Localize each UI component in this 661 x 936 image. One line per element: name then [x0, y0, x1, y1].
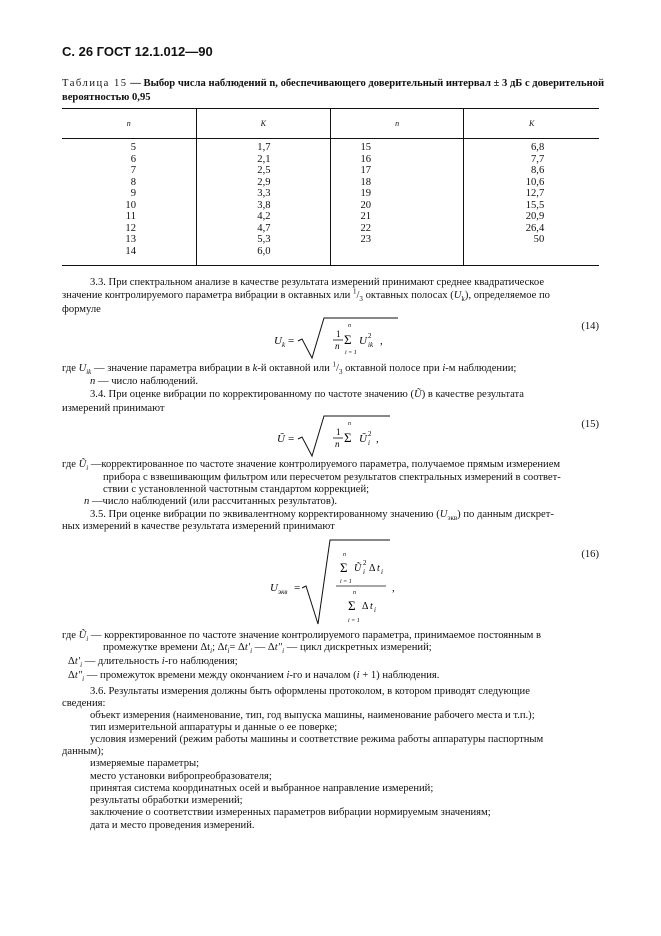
table-cell-n-left-6: 10 — [125, 199, 136, 211]
table-cell-k-left-10: 6,0 — [257, 245, 271, 257]
def14-text-2: — число наблюдений. — [97, 376, 199, 387]
svg-text:n: n — [335, 341, 340, 351]
table-cell-k-left-6: 3,8 — [257, 199, 271, 211]
table-caption-line2: вероятностью 0,95 — [62, 92, 151, 103]
svg-text:2: 2 — [368, 430, 372, 438]
table-cell-n-right-7: 21 — [360, 211, 372, 222]
table-cell-k-right-8: 26,4 — [525, 222, 545, 234]
svg-text:2: 2 — [368, 332, 372, 340]
p36-item-7: результаты обработки измерений; — [90, 795, 243, 806]
paragraph-3-4-line1: 3.4. При оценке вибрации по корректированному по частоте значению (Ũ) в качестве результата — [90, 389, 524, 400]
p36-item-5: место установки вибропреобразователя; — [90, 771, 272, 782]
col-header-k1: K — [196, 109, 331, 139]
col-header-n1: n — [62, 109, 196, 139]
table-cell-k-right-4: 10,6 — [525, 176, 545, 188]
table-cell-k-right-3: 8,6 — [531, 165, 545, 176]
p36-item-4: измеряемые параметры; — [90, 758, 200, 769]
def14-text-e: -м наблюдении; — [445, 363, 517, 374]
table-cell-n-right-2: 16 — [360, 153, 372, 165]
table-cell-k-left-7: 4,2 — [257, 211, 271, 222]
paragraph-3-5-line1: 3.5. При оценке вибрации по эквивалентному корректированному значению $(U_{экв})$ по данным дискрет- — [90, 509, 554, 523]
paragraph-3-3-line2: значение контролируемого параметра вибрации в октавных или $^1/_3$ октавных полосах $(U_k)$, определяемое по — [62, 287, 550, 304]
p36-item-8: заключение о соответствии измеренных параметров вибрации нормируемым значениям; — [90, 807, 491, 818]
svg-text:n: n — [335, 439, 340, 449]
p36-item-6: принятая система координатных осей и выбранное направление измерений; — [90, 783, 434, 794]
def-15-line2: прибора с взвешивающим фильтром или пересчетом результатов спектральных измерений в соответ- — [103, 472, 561, 483]
paragraph-3-5-line2: ных измерений в качестве результата измерений принимают — [62, 521, 335, 532]
table-cell-k-left-2: 2,1 — [257, 153, 271, 165]
table-cell-n-right-6: 20 — [360, 199, 372, 211]
svg-text:U: U — [270, 582, 278, 594]
table-cell-n-left-9: 13 — [125, 234, 136, 245]
def16-text-4: — промежуток времени между окончанием — [86, 670, 284, 681]
def-16-line1: где $Ũ_i$ — корректированное по частоте значение контролируемого параметра, принимаемое постоянным в — [62, 630, 541, 644]
svg-text:Ũ: Ũ — [277, 433, 285, 445]
svg-text:Ũ: Ũ — [354, 563, 362, 574]
table-cell-n-left-10: 14 — [125, 245, 136, 257]
table-cell-n-left-4: 8 — [130, 176, 136, 188]
svg-text:U: U — [359, 335, 367, 347]
equation-16-number: (16) — [581, 549, 599, 560]
table-cell-k-right-7: 20,9 — [525, 211, 545, 222]
def-15-line1: где $Ũ_i$ —корректированное по частоте значение контролируемого параметра, получаемое прямым измерением — [62, 459, 561, 473]
p36-item-1: объект измерения (наименование, тип, год выпуска машины, наименование рабочего места и т.п.); — [90, 710, 535, 721]
svg-text:Σ: Σ — [340, 560, 348, 575]
def16-text-1: — корректированное по частоте значение контролируемого параметра, принимаемое постоянным в — [90, 630, 541, 641]
table-cell-k-left-3: 2,5 — [257, 165, 271, 176]
svg-text:i = 1: i = 1 — [345, 350, 357, 356]
svg-text:=: = — [294, 582, 301, 594]
def16-text-2b: — цикл дискретных измерений; — [286, 642, 432, 653]
p33-text-c: ), определяемое по — [464, 290, 550, 301]
def-14-line1: где $U_{ik}$ — значение параметра вибрации в k-й октавной или $^1/_3$ октавной полосе при i-м наблюдении; — [62, 360, 517, 377]
svg-text:n: n — [343, 552, 346, 558]
col-n1 — [62, 139, 196, 266]
table-cell-n-left-7: 11 — [125, 211, 136, 222]
svg-text:Σ: Σ — [344, 430, 352, 445]
def14-where: где — [62, 363, 76, 374]
svg-text:i: i — [374, 606, 376, 614]
svg-text:n: n — [353, 590, 356, 596]
def14-text-d: октавной полосе при — [345, 363, 440, 374]
svg-text:i: i — [363, 568, 365, 576]
svg-text:1: 1 — [336, 427, 341, 437]
def-15-line3: ствии с установленной частотным стандартом коррекцией; — [103, 484, 370, 495]
p36-item-2: тип измерительной аппаратуры и данные о ее поверке; — [90, 722, 338, 733]
col-n2 — [331, 139, 464, 266]
table-15 — [62, 108, 599, 266]
svg-text:i = 1: i = 1 — [348, 618, 360, 624]
p34-text-a: 3.4. При оценке вибрации по корректированному по частоте значению ( — [90, 389, 415, 400]
equation-15 — [272, 412, 402, 458]
p36-item-9: дата и место проведения измерений. — [90, 820, 255, 831]
table-cell-n-right-1: 15 — [360, 142, 372, 153]
table-cell-n-left-3: 7 — [130, 165, 136, 176]
svg-text:=: = — [288, 433, 295, 445]
table-caption-text: — Выбор числа наблюдений n, обеспечивающего доверительный интервал ± 3 дБ с доверительной — [127, 78, 605, 89]
svg-text:k: k — [282, 341, 286, 349]
table-cell-n-left-8: 12 — [125, 222, 136, 234]
def16-text-4b: -го и началом ( — [289, 670, 357, 681]
svg-text:i: i — [381, 568, 383, 576]
def16-text-2: промежутке времени Δt — [103, 642, 211, 653]
svg-text:Ũ: Ũ — [359, 433, 367, 445]
equation-14 — [268, 314, 408, 360]
equation-14-number: (14) — [581, 321, 599, 332]
table-cell-k-left-1: 1,7 — [257, 142, 271, 153]
p34-text-b: ) в качестве результата — [421, 389, 524, 400]
p35-text-b: ) по данным дискрет- — [457, 509, 554, 520]
svg-text:ik: ik — [368, 341, 374, 349]
def15-text-1: —корректированное по частоте значение контролируемого параметра, получаемое прямым измерением — [90, 459, 561, 470]
paragraph-3-3-line3: формуле — [62, 304, 101, 315]
page-header: С. 26 ГОСТ 12.1.012—90 — [62, 44, 213, 59]
svg-text:Δ: Δ — [362, 601, 369, 612]
table-cell-n-left-5: 9 — [130, 188, 136, 199]
svg-text:1: 1 — [336, 329, 341, 339]
svg-text:Σ: Σ — [344, 332, 352, 347]
def-15-line4: n —число наблюдений (или рассчитанных результатов). — [84, 496, 338, 507]
def14-text-b: — значение параметра вибрации в — [93, 363, 250, 374]
table-cell-k-right-9: 50 — [533, 234, 545, 245]
svg-text:=: = — [288, 335, 295, 347]
svg-text:,: , — [380, 335, 383, 347]
table-cell-k-right-5: 12,7 — [525, 188, 545, 199]
table-cell-k-left-9: 5,3 — [257, 234, 271, 245]
table-cell-n-right-4: 18 — [360, 176, 372, 188]
table-caption-prefix: Таблица 15 — [62, 78, 128, 89]
svg-text:i = 1: i = 1 — [340, 579, 352, 585]
svg-text:n: n — [348, 421, 351, 427]
svg-text:,: , — [392, 582, 395, 594]
col-k1 — [196, 139, 331, 266]
def16-text-3b: -го наблюдения; — [164, 656, 238, 667]
p35-text-a: 3.5. При оценке вибрации по эквивалентному корректированному значению ( — [90, 509, 440, 520]
svg-text:Δ: Δ — [369, 563, 376, 574]
table-cell-k-left-4: 2,9 — [257, 176, 271, 188]
table-cell-n-right-8: 22 — [360, 222, 372, 234]
p36-item-3-cont: данным); — [62, 746, 104, 757]
def16-text-3: — длительность — [84, 656, 160, 667]
table-cell-k-right-1: 6,8 — [531, 142, 545, 153]
svg-text:2: 2 — [363, 559, 367, 567]
eq16-lhs-sub: экв — [278, 588, 288, 596]
table-cell-k-right-6: 15,5 — [525, 199, 545, 211]
svg-text:,: , — [376, 433, 379, 445]
col-header-n2: n — [331, 109, 464, 139]
paragraph-3-3-line1: 3.3. При спектральном анализе в качестве результата измерений принимают среднее квадратическое — [90, 277, 545, 288]
svg-text:U: U — [274, 335, 282, 347]
def14-text-c: -й октавной или — [257, 363, 330, 374]
def16-text-4c: ) наблюдения. — [376, 670, 440, 681]
equation-15-number: (15) — [581, 419, 599, 430]
col-header-k2: K — [464, 109, 599, 139]
table-caption — [62, 78, 604, 91]
paragraph-3-6-line1: 3.6. Результаты измерения должны быть оформлены протоколом, в котором приводят следующие — [90, 686, 530, 697]
p33-text-a: значение контролируемого параметра вибрации в октавных или — [62, 290, 351, 301]
svg-text:i: i — [368, 439, 370, 447]
col-k2 — [464, 139, 599, 266]
table-cell-n-right-5: 19 — [360, 188, 372, 199]
def-16-line4: $\Delta t''_i$ — промежуток времени между окончанием i-го и началом (i + 1) наблюдения. — [68, 670, 440, 684]
table-cell-n-left-2: 6 — [130, 153, 136, 165]
svg-text:t: t — [370, 601, 373, 612]
def15-text-4: —число наблюдений (или рассчитанных результатов). — [91, 496, 338, 507]
one-third: $^1/_3$ — [352, 287, 363, 304]
svg-text:t: t — [377, 563, 380, 574]
def-14-line2: n — число наблюдений. — [90, 376, 199, 387]
table-cell-k-left-8: 4,7 — [257, 222, 271, 234]
table-cell-k-left-5: 3,3 — [257, 188, 271, 199]
def-16-line2: промежутке времени $\Delta t_i$; $\Delta t_i= \Delta t'_i$ — $\Delta t''_i$ — цикл дискретных измерений; — [103, 642, 432, 656]
svg-text:n: n — [348, 323, 351, 329]
paragraph-3-4-line2: измерений принимают — [62, 403, 165, 414]
table-cell-n-right-9: 23 — [360, 234, 372, 245]
paragraph-3-6-line2: сведения: — [62, 698, 106, 709]
table-cell-k-right-2: 7,7 — [531, 153, 545, 165]
svg-text:Σ: Σ — [348, 598, 356, 613]
equation-16 — [266, 534, 406, 628]
table-cell-n-left-1: 5 — [130, 142, 136, 153]
def-16-line3: $\Delta t'_i$ — длительность i-го наблюдения; — [68, 656, 238, 670]
p36-item-3: условия измерений (режим работы машины и соответствие режима работы аппаратуры паспортным — [90, 734, 544, 745]
p33-text-b: октавных полосах ( — [365, 290, 454, 301]
table-cell-n-right-3: 17 — [360, 165, 372, 176]
